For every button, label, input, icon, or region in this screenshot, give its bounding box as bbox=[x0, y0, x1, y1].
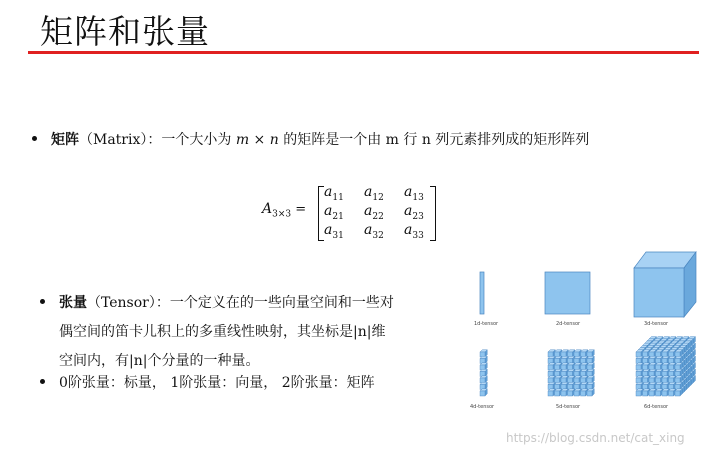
tensor-line1: ：一个定义在的一些向量空间和一些对 bbox=[155, 295, 394, 311]
right-bracket bbox=[430, 186, 436, 241]
order-text: 0阶张量：标量， 1阶张量：向量， 2阶张量：矩阵 bbox=[59, 375, 375, 391]
tensor-label-6d: 6d-tensor bbox=[644, 404, 669, 410]
tensor-label-4d: 4d-tensor bbox=[470, 404, 495, 410]
matrix-term: 矩阵 bbox=[51, 132, 79, 148]
tensor-line2: 偶空间的笛卡儿积上的多重线性映射，其坐标是|n|维 bbox=[59, 324, 386, 340]
tensor-1d bbox=[480, 272, 484, 314]
matrix-cell: $a_{33}$ bbox=[404, 222, 424, 241]
matrix-text-a: ：一个大小为 bbox=[147, 132, 232, 148]
matrix-text-b: 的矩阵是一个由 m 行 n 列元素排列成的矩形阵列 bbox=[283, 132, 590, 148]
matrix-cell: $a_{23}$ bbox=[404, 203, 424, 222]
matrix-cell: $a_{22}$ bbox=[364, 203, 384, 222]
matrix-dims: m × n bbox=[235, 132, 279, 148]
tensor-label-5d: 5d-tensor bbox=[556, 404, 581, 410]
tensor-label-1d: 1d-tensor bbox=[474, 321, 499, 327]
matrix-lhs: $A_{3\times 3}$ = bbox=[262, 201, 307, 220]
tensor-label-3d: 3d-tensor bbox=[644, 321, 669, 327]
matrix-cell: $a_{11}$ bbox=[324, 184, 344, 203]
matrix-bullet bbox=[32, 131, 589, 149]
tensor-5d bbox=[548, 350, 594, 396]
bullet-dot bbox=[40, 299, 45, 304]
tensor-label-2d: 2d-tensor bbox=[556, 321, 581, 327]
matrix-cell: $a_{12}$ bbox=[364, 184, 384, 203]
tensor-4d bbox=[480, 350, 487, 396]
tensor-term: 张量 bbox=[59, 295, 87, 311]
matrix-cell: $a_{31}$ bbox=[324, 222, 344, 241]
tensor-line3: 空间内，有|n|个分量的一种量。 bbox=[59, 353, 260, 369]
title-underline bbox=[28, 51, 699, 54]
matrix-term-en: （Matrix） bbox=[79, 132, 148, 148]
watermark: https://blog.csdn.net/cat_xing bbox=[506, 431, 685, 445]
bullet-dot bbox=[40, 379, 45, 384]
tensor-term-en: （Tensor） bbox=[87, 295, 156, 311]
page-title: 矩阵和张量 bbox=[40, 12, 210, 51]
tensor-6d bbox=[636, 337, 695, 396]
tensor-bullet bbox=[40, 289, 455, 376]
matrix-cell: $a_{32}$ bbox=[364, 222, 384, 241]
bullet-dot bbox=[32, 136, 37, 141]
tensor-3d bbox=[634, 252, 696, 317]
order-bullet bbox=[40, 374, 375, 392]
tensor-illustration bbox=[460, 240, 705, 415]
matrix-cell: $a_{13}$ bbox=[404, 184, 424, 203]
tensor-2d bbox=[545, 272, 590, 314]
matrix-cell: $a_{21}$ bbox=[324, 203, 344, 222]
tensor-figure bbox=[460, 240, 705, 415]
